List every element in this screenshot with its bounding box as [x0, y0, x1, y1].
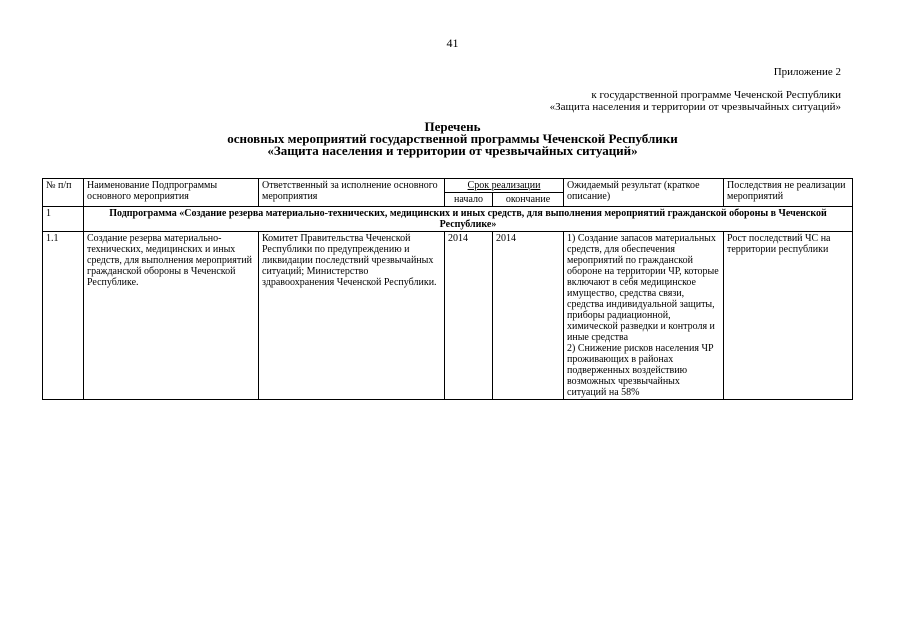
table-header-row: [43, 179, 853, 193]
header-period: [445, 179, 564, 193]
document-title-line2: основных мероприятий государственной программы Чеченской Республики: [227, 131, 678, 146]
document-title-line1: Перечень: [424, 119, 481, 134]
document-title: [0, 121, 905, 157]
subprogram-title: Подпрограмма «Создание резерва материально-технических, медицинских и иных средств, для выполнения мероприятий гражданской обороны в Чеченской Республике»: [84, 207, 853, 232]
header-result: Ожидаемый результат (краткое описание): [564, 179, 724, 207]
row-start: 2014: [445, 232, 493, 400]
subprogram-num: 1: [43, 207, 84, 232]
document-title-line3: «Защита населения и территории от чрезвычайных ситуаций»: [267, 143, 638, 158]
subprogram-row: [43, 207, 853, 232]
header-period-start: начало: [445, 193, 493, 207]
row-responsible: Комитет Правительства Чеченской Республики по предупреждению и ликвидации последствий чрезвычайных ситуаций; Министерство здравоохранения Чеченской Республики.: [259, 232, 445, 400]
header-responsible: Ответственный за исполнение основного мероприятия: [259, 179, 445, 207]
row-consequences: Рост последствий ЧС на территории республики: [724, 232, 853, 400]
header-period-end: окончание: [493, 193, 564, 207]
appendix-subtitle-line2: «Защита населения и территории от чрезвычайных ситуаций»: [549, 101, 841, 113]
header-consequences: Последствия не реализации мероприятий: [724, 179, 853, 207]
table-row: [43, 232, 853, 400]
header-num: № п/п: [43, 179, 84, 207]
appendix-subtitle-line1: к государственной программе Чеченской Республики: [591, 89, 841, 101]
row-result: 1) Создание запасов материальных средств, для обеспечения мероприятий по гражданской обороне на территории ЧР, которые включают в себя медицинское имущество, средства связи, средства индивидуальной защиты, приборы радиационной, химической разведки и контроля и иные средства 2) Снижение рисков населения ЧР проживающих в районах подверженных воздействию возможных чрезвычайных ситуаций на 58%: [564, 232, 724, 400]
appendix-title: Приложение 2: [773, 66, 841, 78]
header-period-label: Срок реализации: [467, 180, 541, 191]
row-name: Создание резерва материально-технических, медицинских и иных средств, для выполнения мероприятий гражданской обороны в Чеченской Республике.: [84, 232, 259, 400]
activities-table: [42, 178, 853, 400]
header-name: Наименование Подпрограммы основного мероприятия: [84, 179, 259, 207]
page-number: 41: [446, 36, 459, 50]
row-num: 1.1: [43, 232, 84, 400]
row-end: 2014: [493, 232, 564, 400]
